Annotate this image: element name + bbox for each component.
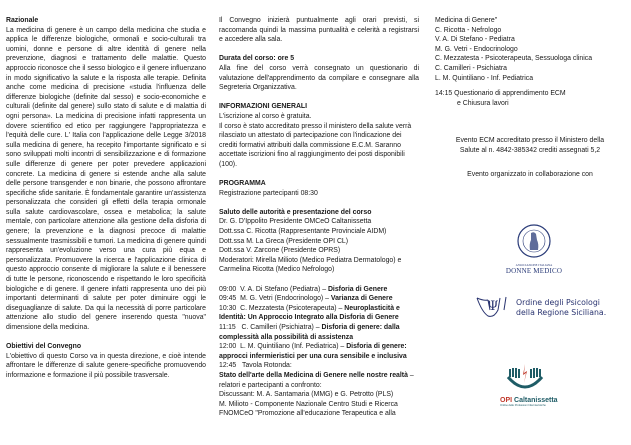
relatore-item: V. A. Di Stefano - Pediatra <box>435 36 515 44</box>
closing-time: 14:15 <box>435 90 453 98</box>
ecm-line1: Evento ECM accreditato presso il Ministero della <box>455 137 605 145</box>
moderatori: Moderatori: Mirella Milioto (Medico Pediatra Dermatologo) e Carmelina Ricotta (Medico Nefrologo) <box>219 256 402 274</box>
ops-line2: della Regione Siciliana. <box>516 308 607 317</box>
schedule-time: 12:00 <box>219 343 237 351</box>
schedule-topic: Disforia di genere: approcci infermieristici per una cura sensibile e inclusiva <box>219 343 407 360</box>
collab-text: Evento organizzato in collaborazione con <box>467 170 593 178</box>
info-line1: L'iscrizione al corso è gratuita. <box>219 112 312 120</box>
closing-line1: Questionario di apprendimento ECM <box>454 90 566 98</box>
tavola-sub: – relatori e partecipanti a confronto: <box>219 371 414 389</box>
aidm-sub: ASSOCIAZIONE ITALIANA <box>515 263 553 267</box>
opi-name-a: OPI <box>500 397 513 404</box>
schedule-topic: Neuroplasticità e Identità: Un Approccio Integrato alla Disforia di Genere <box>219 304 400 322</box>
closing-line2: e Chiusura lavori <box>457 99 509 107</box>
schedule-time: 09:45 <box>219 295 237 303</box>
schedule-item <box>219 294 419 304</box>
schedule-speaker: M. G. Vetri (Endocrinologo) – <box>240 295 331 303</box>
schedule-topic: Disforia di Genere <box>327 285 388 293</box>
tavola-title: Stato dell'arte della Medicina di Genere nelle nostre realtà <box>219 371 408 379</box>
programma-heading: PROGRAMMA <box>219 180 266 188</box>
saluto-item: Dr. G. D'Ippolito Presidente OMCeO Caltanissetta <box>219 218 372 226</box>
saluto-item: Dott.ssa M. La Greca (Presidente OPI CL) <box>219 237 349 245</box>
schedule-item <box>219 323 419 342</box>
schedule-topic: Varianza di Genere <box>330 295 393 303</box>
schedule-time: 11:15 <box>219 324 236 331</box>
aidm-name: DONNE MEDICO <box>505 267 563 275</box>
saluto-heading: Saluto delle autorità e presentazione del corso <box>219 208 372 216</box>
tavola-rotonda <box>219 361 419 371</box>
column-program <box>219 16 419 419</box>
razionale-heading: Razionale <box>6 17 39 24</box>
relatore-item: C. Camilleri - Psichiatra <box>435 64 507 72</box>
schedule-item <box>219 285 419 295</box>
obiettivi-heading: Obiettivi del Convegno <box>6 343 82 351</box>
opi-emblem-icon <box>500 363 550 391</box>
milioto: M. Milioto - Componente Nazionale Centro Studi e Ricerca FNOMCeO "Promozione all'educazione Terapeutica e alla <box>219 400 398 418</box>
schedule-speaker: V. A. Di Stefano (Pediatra) – <box>240 285 328 293</box>
aidm-seal-icon <box>517 224 551 258</box>
opi-name-b: Caltanissetta <box>512 397 558 404</box>
relatore-item: L. M. Quintiliano - Inf. Pediatrica <box>435 74 534 82</box>
schedule-time: 09:00 <box>219 285 237 293</box>
psi-icon <box>476 296 512 320</box>
durata-text: Alla fine del corso verrà consegnato un questionario di valutazione dell'apprendimento da compilare e consegnare alla Segreteria Organizzativa. <box>219 64 419 92</box>
info-heading: INFORMAZIONI GENERALI <box>219 103 308 111</box>
opi-sub: Ordine delle Professioni Infermieristiche <box>500 404 546 407</box>
razionale-text: La medicina di genere è un campo della medicina che studia e applica le differenze biologiche, ormonali e socio-culturali tra uomini, donne e persone di altre identità di genere nella prevenzione, diagnosi e trattamento delle malattie. Questo approccio riconosce che il sesso biologico e il genere influenzano in modo significativo la salute e la risposta alle terapie. Definita anche come medicina di precisione «studia l'influenza delle differenze biologiche (definite dal sesso) e socio-economiche e culturali (definite dal genere) sullo stato di salute e di malattia di ogni persona». La medicina di precisione infatti rappresenta un dovere scientifico ed etico per raggiungere l'appropriatezza e l'equità delle cure. L' Italia con l'applicazione delle Legge 3/2018 sulla medicina di genere, ha recepito l'importante significato e si sono sviluppati molti incontri di sensibilizzazione e di formazione sulle differenze di genere per poter prevedere applicazioni concrete. La medicina di genere si estende anche alla salute delle persone transgender e non binarie, che possono affrontare specifiche sfide sanitarie. È fondamentale garantire un'assistenza personalizzata che consideri gli effetti della terapia ormonale sulla salute cardiovascolare, ossea e metabolica; la salute mentale, con particolare attenzione alla gestione della disforia di genere; la prevenzione e la diagnosi precoce di malattie sessualmente trasmissibili e tumori. La medicina di genere quindi rappresenta un'evoluzione verso una cura più equa e personalizzata. Promuovere la ricerca e l'applicazione clinica di questo approccio consente di migliorare la salute e il benessere di tutte le persone, riconoscendo e rispettando le loro specificità biologiche e di genere. Il genere infatti rappresenta uno dei più importanti determinanti di salute per poter diminuire oggi le diseguaglianze di salute. Da qui la necessità di porre particolare attenzione allo studio del genere inserendo questa "nuova" dimensione della medicina. <box>6 26 206 331</box>
ops-line1: Ordine degli Psicologi <box>516 298 600 307</box>
closing-item <box>435 89 625 99</box>
schedule-item <box>219 304 419 323</box>
tavola-time: 12:45 <box>219 362 237 370</box>
registrazione: Registrazione partecipanti 08:30 <box>219 189 318 197</box>
obiettivi-text: L'obiettivo di questo Corso va in questa direzione, e cioè intende affrontare le differenze di salute genere-specifiche promuovendo informazione e formazione il più possibile trasversale. <box>6 352 206 379</box>
ecm-line2: Salute al n. 4842-385342 crediti assegnati 5,2 <box>459 146 601 154</box>
continued-text: Medicina di Genere" <box>435 17 498 24</box>
column-rationale <box>6 16 206 381</box>
saluto-item: Dott.ssa V. Zarcone (Presidente OPRS) <box>219 247 341 255</box>
schedule-time: 10:30 <box>219 304 237 312</box>
relatore-item: C. Mezzatesta - Psicoterapeuta, Sessuologa clinica <box>435 55 593 63</box>
schedule-topic: Disforia di genere: dalla complessità alla possibilità di assistenza <box>219 324 400 341</box>
intro-text: Il Convegno inizierà puntualmente agli orari previsti, si raccomanda quindi la massima puntualità e celerità a registrarsi e accedere alla sala. <box>219 17 419 44</box>
schedule-item <box>219 342 419 361</box>
opi-name <box>500 397 590 404</box>
durata-heading: Durata del corso: ore 5 <box>219 55 295 63</box>
saluto-item: Dott.ssa C. Ricotta (Rappresentante Provinciale AIDM) <box>219 228 387 236</box>
ops-logo <box>476 296 631 320</box>
schedule-speaker: L. M. Quintiliano (Inf. Pediatrica) – <box>240 343 347 351</box>
info-text: Il corso è stato accreditato presso il ministero della salute verrà rilasciato un attestato di partecipazione con l'indicazione dei crediti formativi attribuiti dalla commissione E.C.M. Saranno accettate iscrizioni fino al raggiungimento dei posti disponibili (100). <box>219 122 412 168</box>
schedule-speaker: C. Camilleri (Psichiatra) – <box>241 324 322 331</box>
tavola-topic <box>219 371 419 390</box>
schedule-speaker: C. Mezzatesta (Psicoterapeuta) – <box>240 304 345 312</box>
relatore-item: C. Ricotta - Nefrologo <box>435 26 502 34</box>
svg-text:Ψ: Ψ <box>487 299 499 314</box>
discussant: Discussant: M. A. Santamaria (MMG) e G. Petrotto (PLS) <box>219 391 394 399</box>
opi-logo <box>500 363 590 407</box>
column-speakers <box>435 16 625 179</box>
relatore-item: M. G. Vetri - Endocrinologo <box>435 45 518 53</box>
aidm-logo <box>498 224 570 275</box>
tavola-label: Tavola Rotonda: <box>242 362 292 370</box>
